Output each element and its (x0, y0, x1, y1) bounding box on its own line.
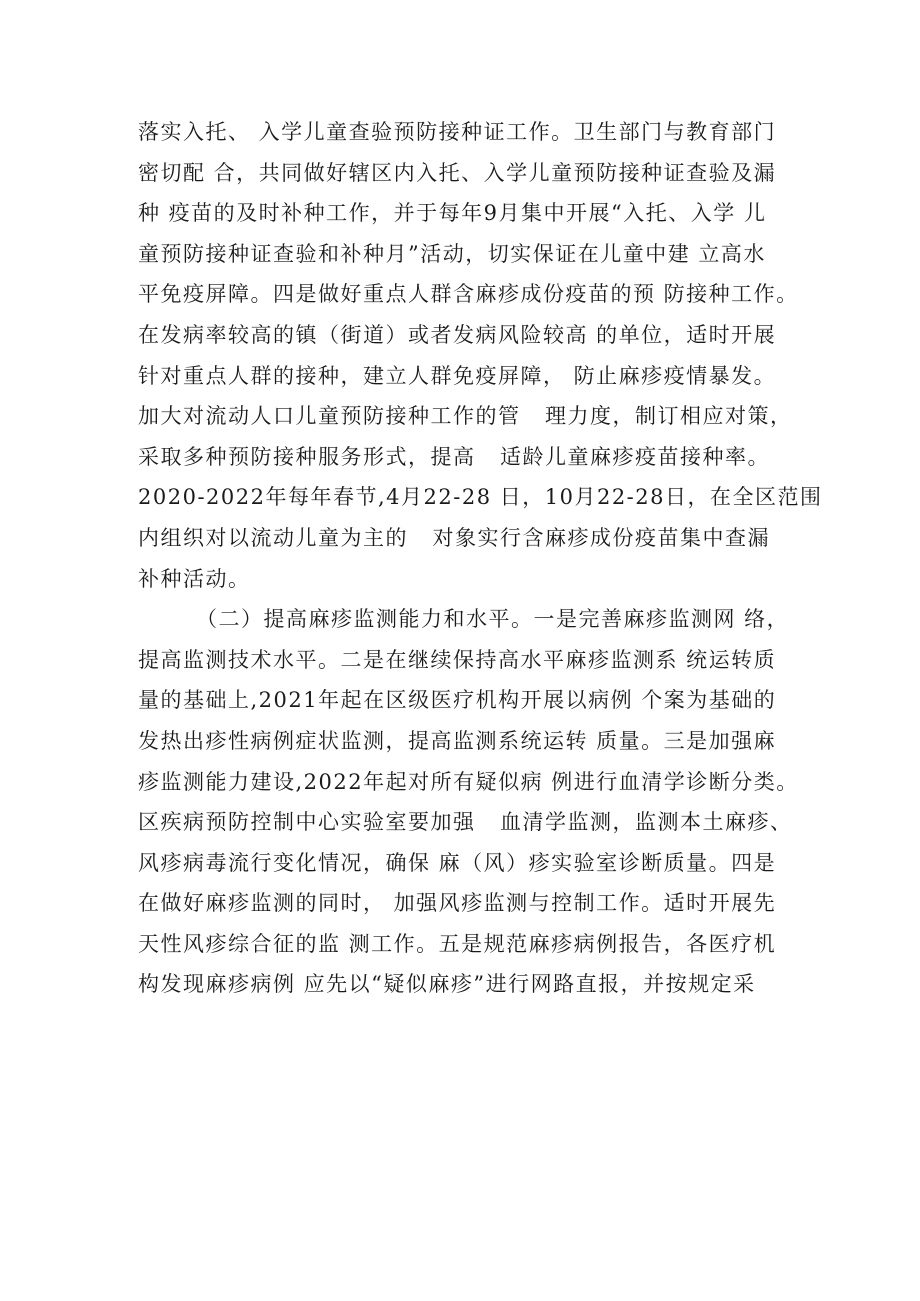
paragraph-surveillance (138, 599, 798, 1005)
text-line: 落实入托、 入学儿童查验预防接种证工作。卫生部门与教育部门 (138, 120, 777, 144)
body-text (138, 112, 823, 1005)
text-line: （二）提高麻疹监测能力和水平。一是完善麻疹监测网 络， (196, 607, 790, 632)
text-line: 量的基础上,2021年起在区级医疗机构开展以病例 个案为基础的 (138, 688, 777, 713)
text-line: 补种活动。 (138, 566, 251, 591)
text-line: 平免疫屏障。四是做好重点人群含麻疹成份疫苗的预 防接种工作。 (138, 282, 799, 307)
text-line: 加大对流动人口儿童预防接种工作的管 理力度，制订相应对策， (138, 404, 793, 429)
text-line: 发热出疹性病例症状监测，提高监测系统运转 质量。三是加强麻 (138, 728, 777, 753)
text-line: 内组织对以流动儿童为主的 对象实行含麻疹成份疫苗集中查漏 (138, 525, 771, 550)
text-line: 天性风疹综合征的监 测工作。五是规范麻疹病例报告，各医疗机 (138, 931, 777, 956)
text-line: 在发病率较高的镇（街道）或者发病风险较高 的单位，适时开展 (138, 322, 777, 347)
text-line: 采取多种预防接种服务形式，提高 适龄儿童麻疹疫苗接种率。 (138, 444, 771, 469)
text-line: 童预防接种证查验和补种月”活动，切实保证在儿童中建 立高水 (138, 241, 766, 266)
text-line: 种 疫苗的及时补种工作，并于每年9月集中开展“入托、入学 儿 (138, 201, 767, 226)
text-line: 疹监测能力建设,2022年起对所有疑似病 例进行血清学诊断分类。 (138, 769, 799, 794)
text-line: 风疹病毒流行变化情况，确保 麻（风）疹实验室诊断质量。四是 (138, 850, 777, 875)
text-line: 2020-2022年每年春节,4月22-28 日，10月22-28日，在全区范围 (138, 485, 823, 510)
text-line: 在做好麻疹监测的同时， 加强风疹监测与控制工作。适时开展先 (138, 891, 777, 916)
text-line: 提高监测技术水平。二是在继续保持高水平麻疹监测系 统运转质 (138, 647, 777, 672)
text-line: 构发现麻疹病例 应先以“疑似麻疹”进行网路直报，并按规定采 (138, 972, 756, 997)
paragraph-vaccination (138, 112, 823, 599)
text-line: 密切配 合，共同做好辖区内入托、入学儿童预防接种证查验及漏 (138, 160, 777, 185)
text-line: 针对重点人群的接种，建立人群免疫屏障， 防止麻疹疫情暴发。 (138, 363, 777, 388)
text-line: 区疾病预防控制中心实验室要加强 血清学监测，监测本土麻疹、 (138, 810, 793, 835)
